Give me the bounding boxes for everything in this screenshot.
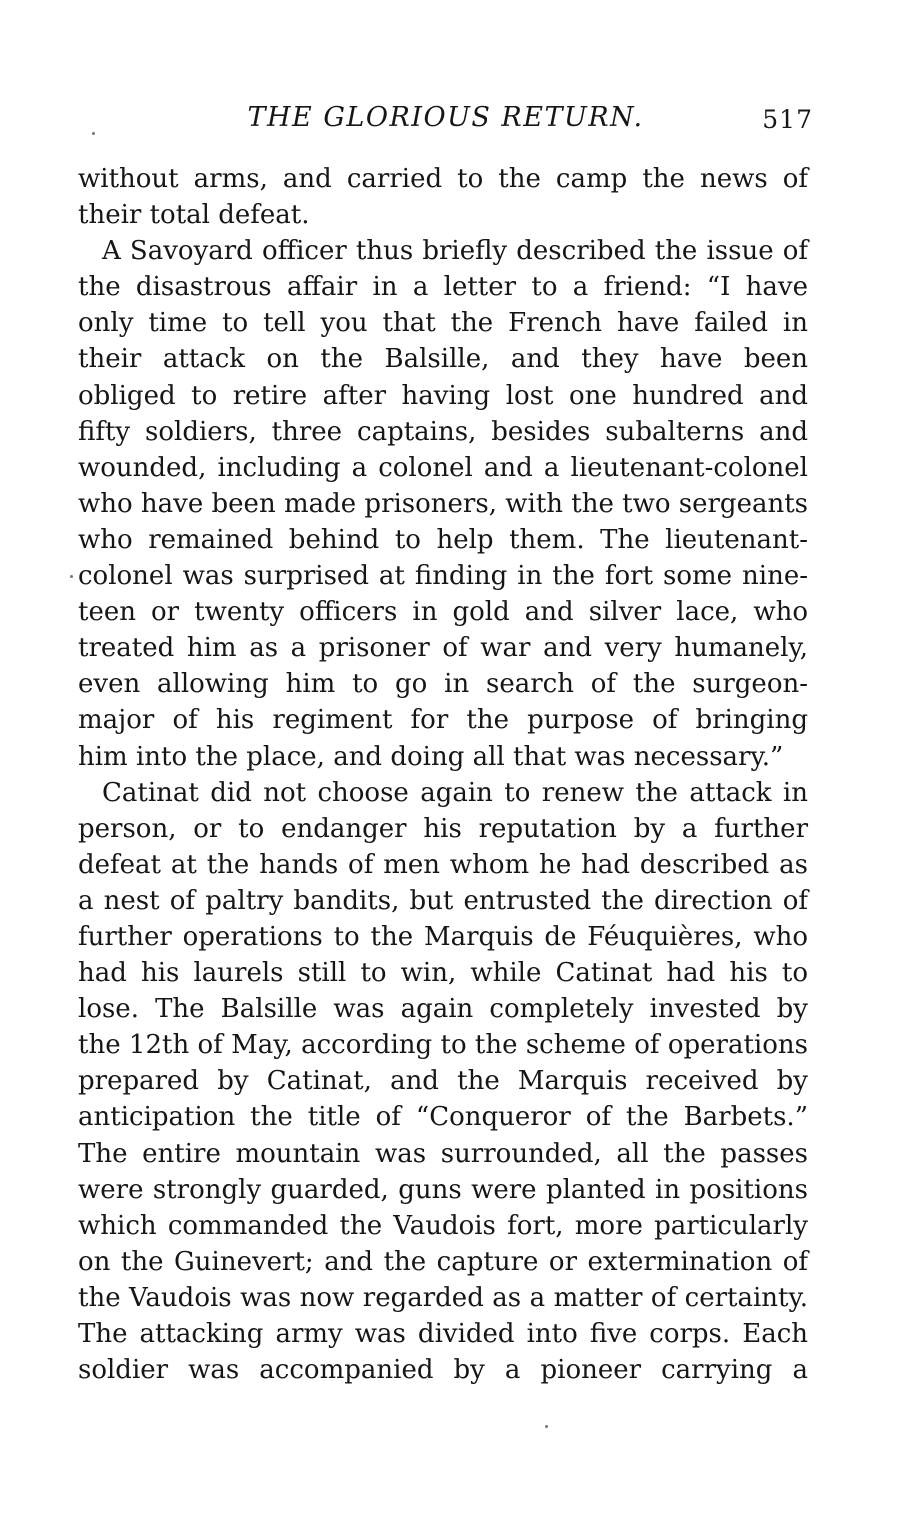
text-line: A Savoyard officer thus briefly described the issue of <box>102 236 808 267</box>
text-line: which commanded the Vaudois fort, more particularly <box>78 1210 808 1241</box>
text-line: who have been made prisoners, with the two sergeants <box>78 488 808 519</box>
text-line: their total defeat. <box>78 200 310 231</box>
text-line: the disastrous affair in a letter to a friend: “I have <box>78 272 808 303</box>
print-speck <box>92 132 95 135</box>
running-head <box>78 98 813 142</box>
text-line: Catinat did not choose again to renew the attack in <box>102 777 808 808</box>
text-line: The attacking army was divided into five corps. Each <box>78 1319 808 1349</box>
body-text <box>78 161 808 1388</box>
text-line: The entire mountain was surrounded, all the passes <box>78 1138 808 1169</box>
text-line: only time to tell you that the French have failed in <box>78 308 808 339</box>
text-line: the Vaudois was now regarded as a matter of certainty. <box>78 1282 808 1313</box>
text-line: were strongly guarded, guns were planted in positions <box>78 1174 808 1205</box>
text-line: major of his regiment for the purpose of bringing <box>78 705 808 736</box>
page-number: 517 <box>762 105 813 134</box>
text-line: person, or to endanger his reputation by a further <box>78 813 808 844</box>
text-line: colonel was surprised at finding in the fort some nine- <box>78 561 808 592</box>
text-line: on the Guinevert; and the capture or extermination of <box>78 1246 808 1277</box>
text-line: teen or twenty officers in gold and silver lace, who <box>78 597 808 628</box>
text-line: anticipation the title of “Conqueror of the Barbets.” <box>78 1102 808 1133</box>
print-speck <box>545 1425 548 1428</box>
text-line: prepared by Catinat, and the Marquis received by <box>78 1066 808 1097</box>
print-speck <box>70 575 73 578</box>
text-line: soldier was accompanied by a pioneer carrying a <box>78 1355 808 1386</box>
text-line: their attack on the Balsille, and they have been <box>78 344 808 375</box>
text-line: treated him as a prisoner of war and very humanely, <box>78 633 808 664</box>
text-line: him into the place, and doing all that was necessary.” <box>78 741 784 772</box>
text-line: fifty soldiers, three captains, besides subalterns and <box>78 416 808 447</box>
text-line: who remained behind to help them. The lieutenant- <box>78 524 808 555</box>
text-line: a nest of paltry bandits, but entrusted the direction of <box>78 885 808 916</box>
text-line: had his laurels still to win, while Catinat had his to <box>78 958 808 989</box>
text-line: wounded, including a colonel and a lieutenant-colonel <box>78 452 808 483</box>
text-line: without arms, and carried to the camp the news of <box>78 164 808 194</box>
text-line: lose. The Balsille was again completely invested by <box>78 994 808 1025</box>
text-line: obliged to retire after having lost one hundred and <box>78 380 808 411</box>
text-line: even allowing him to go in search of the surgeon- <box>78 669 808 700</box>
running-title: THE GLORIOUS RETURN. <box>247 102 644 133</box>
text-line: further operations to the Marquis de Féuquières, who <box>78 921 808 952</box>
text-line: defeat at the hands of men whom he had described as <box>78 849 808 880</box>
text-line: the 12th of May, according to the scheme of operations <box>78 1030 808 1061</box>
